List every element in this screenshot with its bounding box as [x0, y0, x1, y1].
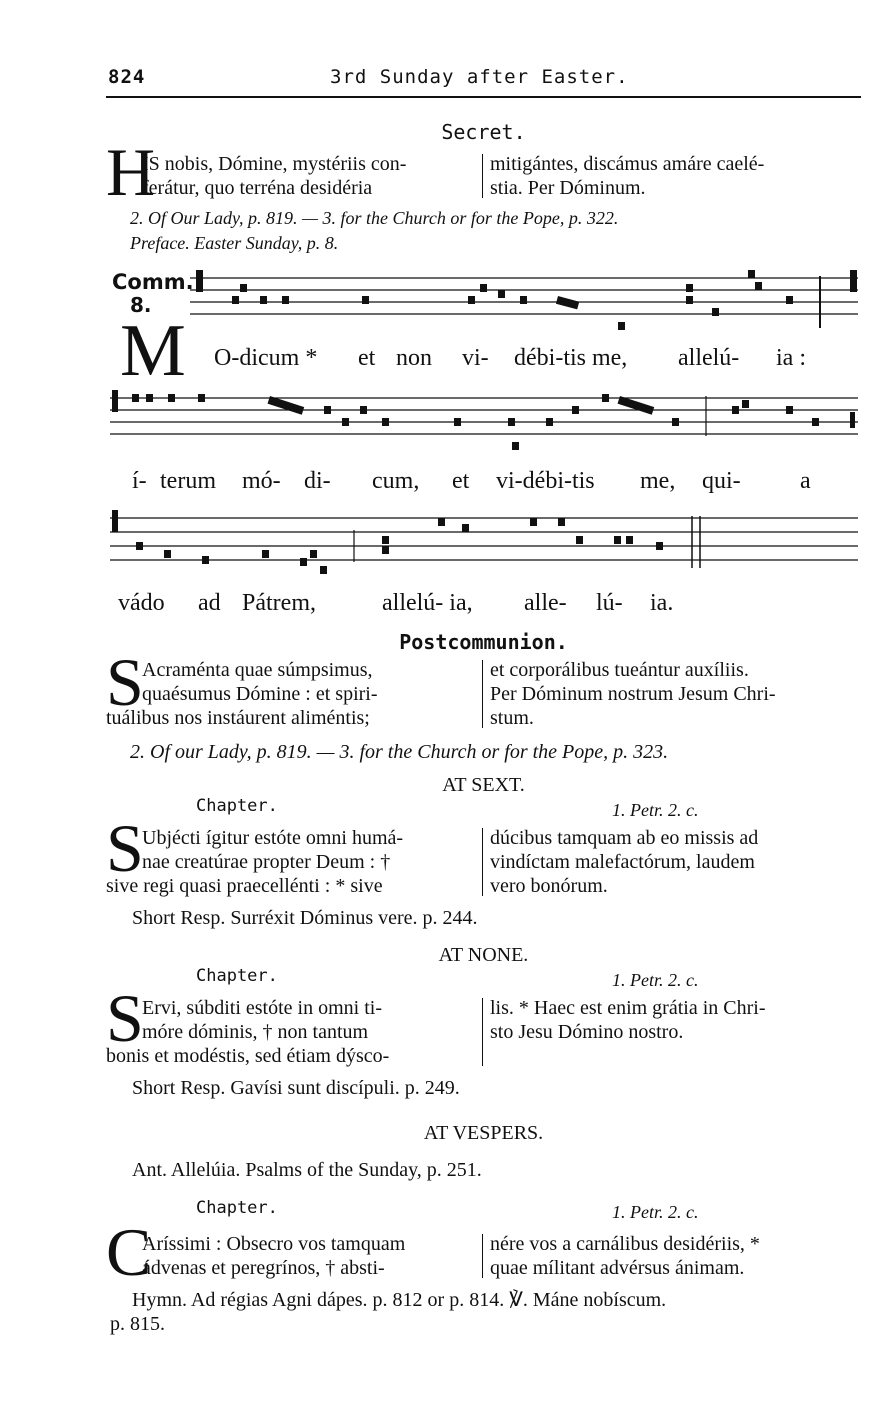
- communion-mode: 8.: [130, 293, 152, 317]
- chant-staff-2: [110, 390, 860, 450]
- none-left-line: bonis et modéstis, sed étiam dýsco-: [106, 1045, 390, 1067]
- sext-short-responsory: Short Resp. Surréxit Dóminus vere. p. 244.: [132, 907, 478, 929]
- column-divider: [482, 660, 483, 728]
- postcommunion-left-line: Acraménta quae súmpsimus,: [142, 659, 373, 681]
- sext-left-column: [106, 826, 478, 898]
- lyric-syllable: a: [800, 468, 811, 494]
- chant-staff-1: [190, 266, 881, 336]
- vespers-chapter-label: Chapter.: [196, 1198, 278, 1218]
- lyric-syllable: allelú-: [678, 345, 740, 371]
- lyric-syllable: me,: [640, 468, 676, 494]
- sext-heading: AT SEXT.: [442, 774, 525, 796]
- sext-left-line: sive regi quasi praecellénti : * sive: [106, 875, 383, 897]
- none-left-column: [106, 996, 478, 1068]
- none-chapter-reference: 1. Petr. 2. c.: [612, 970, 699, 990]
- lyric-syllable: ad: [198, 590, 221, 616]
- lyric-syllable: ia.: [650, 590, 674, 616]
- lyric-syllable: vádo: [118, 590, 165, 616]
- lyric-line-3: [118, 590, 838, 620]
- vespers-left-line: Aríssimi : Obsecro vos tamquam: [142, 1233, 406, 1255]
- lyric-syllable: vi-: [462, 345, 489, 371]
- lyric-line-1: [214, 345, 854, 375]
- communion-initial: M: [120, 310, 186, 392]
- none-initial: S: [106, 980, 144, 1056]
- lyric-syllable: allelú- ia,: [382, 590, 473, 616]
- sext-left-line: nae creatúrae propter Deum : †: [142, 851, 391, 873]
- lyric-syllable: í-: [132, 468, 147, 494]
- running-title: 3rd Sunday after Easter.: [330, 66, 629, 88]
- none-chapter-label: Chapter.: [196, 966, 278, 986]
- lyric-syllable: non: [396, 345, 432, 371]
- none-left-line: Ervi, súbditi estóte in omni ti-: [142, 997, 382, 1019]
- secret-right-column: [490, 152, 860, 200]
- secret-right-line: stia. Per Dóminum.: [490, 177, 646, 199]
- vespers-right-column: [490, 1232, 862, 1280]
- chant-staff-3: [110, 506, 860, 576]
- secret-left-line: IS nobis, Dómine, mystériis con-: [142, 153, 407, 175]
- postcommunion-left-line: tuálibus nos instáurent aliméntis;: [106, 707, 370, 729]
- column-divider: [482, 998, 483, 1066]
- column-divider: [482, 1234, 483, 1278]
- lyric-line-2: [132, 468, 852, 498]
- postcommunion-right-line: stum.: [490, 707, 534, 729]
- secret-left-column: [142, 152, 477, 200]
- lyric-syllable: débi-tis me,: [514, 345, 628, 371]
- none-left-line: móre dóminis, † non tantum: [142, 1021, 369, 1043]
- lyric-syllable: lú-: [596, 590, 623, 616]
- lyric-syllable: et: [452, 468, 470, 494]
- postcommunion-right-column: [490, 658, 860, 730]
- lyric-syllable: ia :: [776, 345, 806, 371]
- vespers-hymn: Hymn. Ad régias Agni dápes. p. 812 or p. 814. ℣. Máne nobíscum.: [132, 1289, 667, 1311]
- secret-initial: H: [106, 134, 156, 210]
- vespers-heading: AT VESPERS.: [423, 1122, 544, 1144]
- vespers-antiphon: Ant. Allelúia. Psalms of the Sunday, p. 251.: [132, 1159, 482, 1181]
- sext-right-line: dúcibus tamquam ab eo missis ad: [490, 827, 759, 849]
- sext-initial: S: [106, 810, 144, 886]
- vespers-right-line: quae mílitant advérsus ánimam.: [490, 1257, 745, 1279]
- column-divider: [482, 828, 483, 896]
- sext-chapter-label: Chapter.: [196, 796, 278, 816]
- postcommunion-right-line: et corporálibus tueántur auxíliis.: [490, 659, 749, 681]
- page-number: 824: [108, 66, 146, 88]
- postcommunion-commemorations: 2. Of our Lady, p. 819. — 3. for the Church or for the Pope, p. 323.: [130, 741, 669, 763]
- sext-right-column: [490, 826, 860, 898]
- vespers-left-column: [106, 1232, 478, 1280]
- vespers-right-line: nére vos a carnálibus desidériis, *: [490, 1233, 760, 1255]
- secret-commemorations: 2. Of Our Lady, p. 819. — 3. for the Church or for the Pope, p. 322.: [130, 208, 619, 228]
- postcommunion-right-line: Per Dóminum nostrum Jesum Chri-: [490, 683, 776, 705]
- preface-reference: Preface. Easter Sunday, p. 8.: [130, 233, 339, 253]
- lyric-syllable: qui-: [702, 468, 741, 494]
- postcommunion-left-column: [106, 658, 478, 730]
- vespers-chapter-reference: 1. Petr. 2. c.: [612, 1202, 699, 1222]
- lyric-syllable: et: [358, 345, 376, 371]
- lyric-syllable: di-: [304, 468, 331, 494]
- none-heading: AT NONE.: [438, 944, 529, 966]
- header-rule: [106, 96, 861, 98]
- column-divider: [482, 154, 483, 198]
- none-short-responsory: Short Resp. Gavísi sunt discípuli. p. 249.: [132, 1077, 460, 1099]
- postcommunion-left-line: quaésumus Dómine : et spiri-: [142, 683, 378, 705]
- secret-heading: Secret.: [441, 120, 526, 144]
- communion-label: Comm.: [112, 270, 194, 294]
- vespers-initial: C: [106, 1214, 152, 1290]
- lyric-syllable: mó-: [242, 468, 281, 494]
- lyric-syllable: cum,: [372, 468, 420, 494]
- none-right-line: sto Jesu Dómino nostro.: [490, 1021, 684, 1043]
- lyric-syllable: O-dicum *: [214, 345, 318, 371]
- sext-left-line: Ubjécti ígitur estóte omni humá-: [142, 827, 404, 849]
- lyric-syllable: Pátrem,: [242, 590, 316, 616]
- none-right-column: [490, 996, 860, 1044]
- sext-right-line: vero bonórum.: [490, 875, 608, 897]
- postcommunion-heading: Postcommunion.: [399, 630, 568, 654]
- secret-left-line: ferátur, quo terréna desidéria: [142, 177, 373, 199]
- vespers-left-line: ádvenas et peregrínos, † absti-: [142, 1257, 385, 1279]
- lyric-syllable: alle-: [524, 590, 567, 616]
- secret-right-line: mitigántes, discámus amáre caelé-: [490, 153, 765, 175]
- lyric-syllable: vi-débi-tis: [496, 468, 595, 494]
- lyric-syllable: terum: [160, 468, 216, 494]
- vespers-hymn-continued: p. 815.: [110, 1313, 165, 1335]
- sext-chapter-reference: 1. Petr. 2. c.: [612, 800, 699, 820]
- sext-right-line: vindíctam malefactórum, laudem: [490, 851, 755, 873]
- none-right-line: lis. * Haec est enim grátia in Chri-: [490, 997, 766, 1019]
- postcommunion-initial: S: [106, 644, 144, 720]
